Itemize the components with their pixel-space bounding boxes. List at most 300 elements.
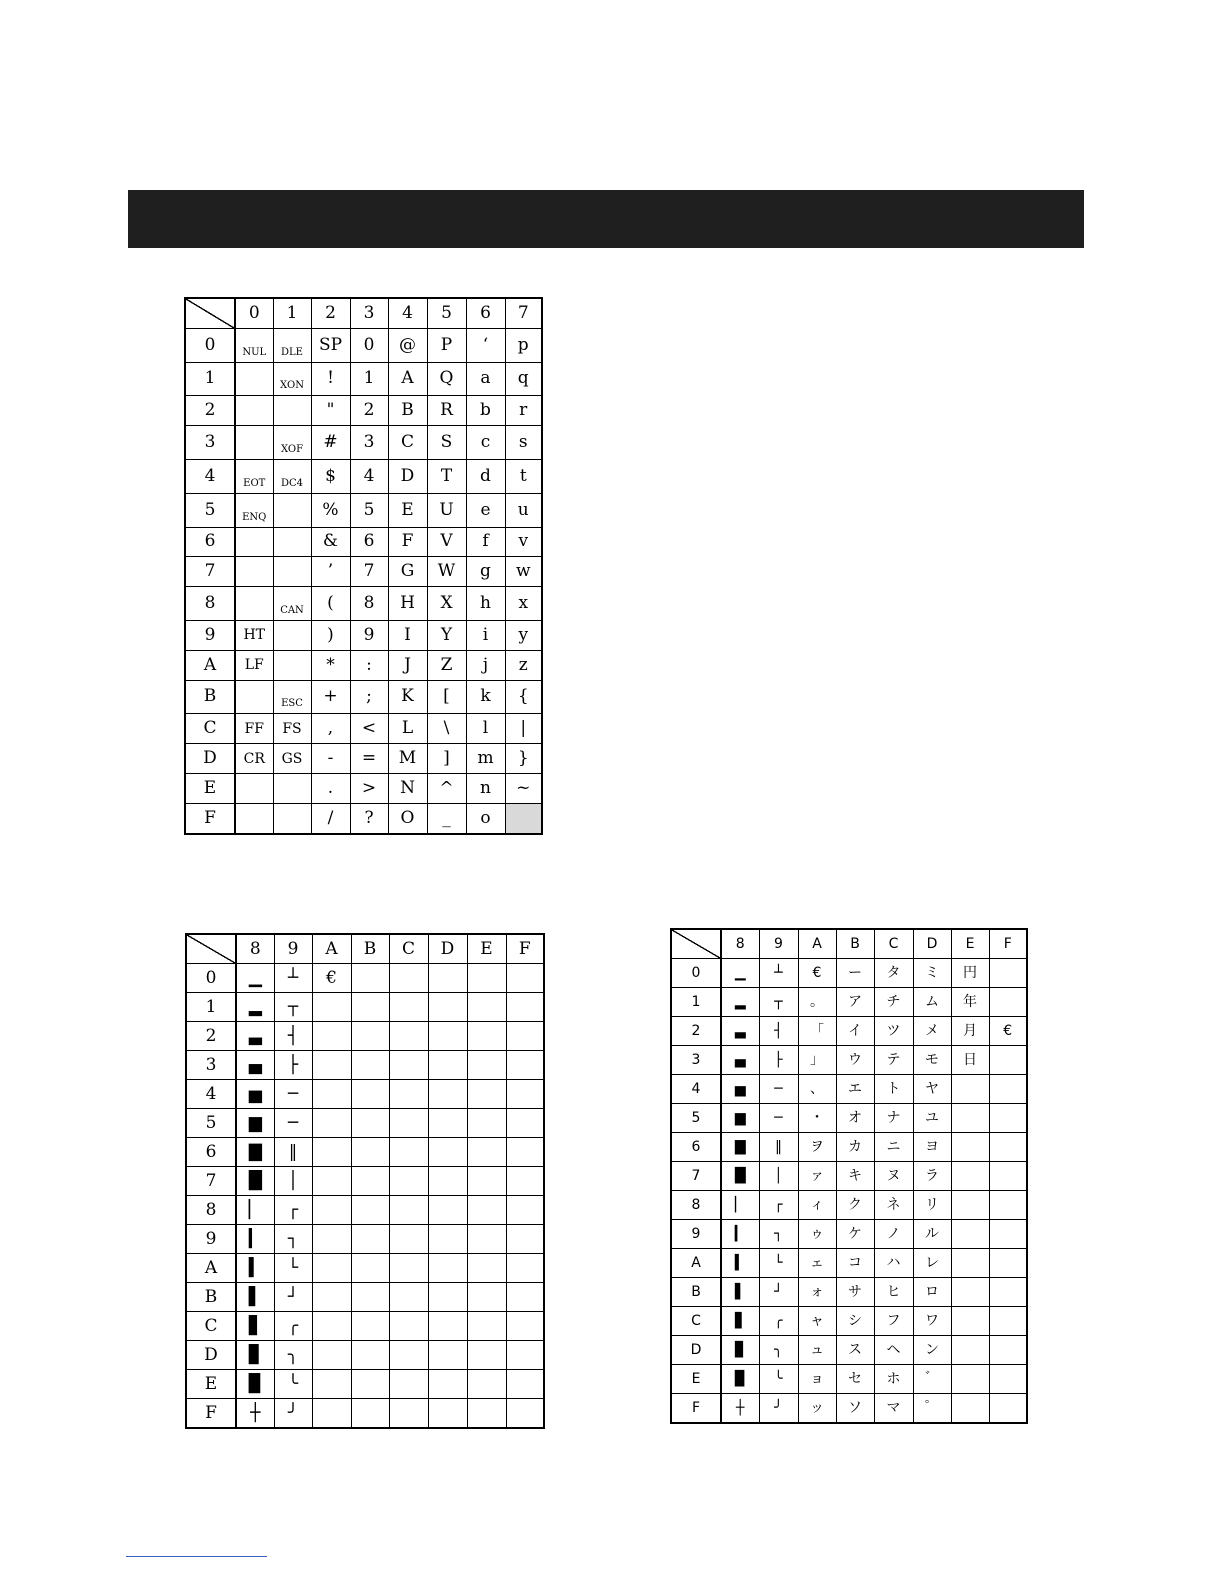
header-row — [671, 929, 1027, 959]
code-cell: HT — [235, 620, 273, 650]
code-cell — [389, 1399, 428, 1429]
code-cell: ス — [836, 1336, 874, 1365]
code-cell — [428, 1283, 467, 1312]
code-cell — [506, 1341, 544, 1370]
code-cell: 。 — [798, 988, 836, 1017]
code-cell: ャ — [798, 1307, 836, 1336]
row-header: 4 — [671, 1075, 721, 1104]
code-cell — [273, 396, 311, 426]
code-cell: U — [427, 493, 466, 527]
code-cell — [235, 362, 273, 396]
code-cell — [951, 1162, 989, 1191]
table-row — [185, 493, 542, 527]
row-header: 1 — [185, 362, 235, 396]
column-header: D — [428, 934, 467, 964]
code-cell: 4 — [350, 459, 388, 493]
row-header: 8 — [186, 1196, 236, 1225]
code-cell: ワ — [913, 1307, 951, 1336]
code-cell — [989, 1307, 1027, 1336]
table-row — [186, 1080, 544, 1109]
column-header: 9 — [274, 934, 312, 964]
code-cell: │ — [274, 1167, 312, 1196]
code-cell: ・ — [798, 1104, 836, 1133]
code-cell: q — [505, 362, 542, 396]
code-cell: + — [311, 680, 350, 714]
code-cell: e — [466, 493, 505, 527]
row-header: 7 — [671, 1162, 721, 1191]
code-cell — [989, 1133, 1027, 1162]
code-cell: ▊ — [721, 1336, 759, 1365]
code-cell — [467, 1080, 506, 1109]
code-cell: | — [505, 714, 542, 744]
table-row — [671, 1017, 1027, 1046]
code-cell — [351, 1254, 389, 1283]
code-cell: ア — [836, 988, 874, 1017]
table-row — [185, 459, 542, 493]
code-cell: ヨ — [913, 1133, 951, 1162]
code-cell — [235, 426, 273, 460]
code-cell — [951, 1133, 989, 1162]
code-cell: X — [427, 587, 466, 621]
code-cell: ┬ — [274, 993, 312, 1022]
code-cell: ─ — [274, 1109, 312, 1138]
row-header: E — [671, 1365, 721, 1394]
code-cell — [351, 1312, 389, 1341]
code-cell — [312, 1196, 351, 1225]
code-cell: ‖ — [759, 1133, 798, 1162]
code-cell: 1 — [350, 362, 388, 396]
code-cell: H — [388, 587, 427, 621]
column-header: C — [874, 929, 913, 959]
code-cell: ? — [350, 803, 388, 833]
code-cell: g — [466, 557, 505, 587]
code-cell: ッ — [798, 1394, 836, 1424]
code-cell — [389, 1283, 428, 1312]
code-cell: % — [311, 493, 350, 527]
row-header: 2 — [185, 396, 235, 426]
code-cell: ヌ — [874, 1162, 913, 1191]
row-header: 4 — [186, 1080, 236, 1109]
code-cell: n — [466, 773, 505, 803]
code-cell — [951, 1249, 989, 1278]
table-row — [186, 1370, 544, 1399]
code-cell: └ — [759, 1249, 798, 1278]
code-cell: ▉ — [721, 1365, 759, 1394]
table-row — [185, 587, 542, 621]
code-cell: ┐ — [274, 1225, 312, 1254]
code-cell — [312, 993, 351, 1022]
table-row — [671, 1278, 1027, 1307]
code-cell: DC4 — [273, 459, 311, 493]
code-cell: 7 — [350, 557, 388, 587]
table-row — [671, 1046, 1027, 1075]
code-cell — [467, 1370, 506, 1399]
code-cell — [506, 964, 544, 993]
row-header: D — [671, 1336, 721, 1365]
code-cell: ▆ — [236, 1109, 274, 1138]
row-header: 3 — [185, 426, 235, 460]
code-cell — [989, 1162, 1027, 1191]
code-cell: s — [505, 426, 542, 460]
code-cell: ホ — [874, 1365, 913, 1394]
code-cell — [351, 1080, 389, 1109]
code-cell — [989, 1220, 1027, 1249]
code-cell: p — [505, 328, 542, 362]
code-cell — [467, 1196, 506, 1225]
table-row — [185, 744, 542, 774]
table-row — [671, 1133, 1027, 1162]
code-cell — [467, 964, 506, 993]
code-cell — [351, 1109, 389, 1138]
code-cell: ╯ — [759, 1394, 798, 1424]
ascii-code-table — [184, 297, 543, 835]
column-header: 5 — [427, 298, 466, 328]
code-cell — [951, 1220, 989, 1249]
code-cell: ソ — [836, 1394, 874, 1424]
code-cell: ▄ — [721, 1046, 759, 1075]
code-cell — [467, 1138, 506, 1167]
code-cell: ▋ — [721, 1307, 759, 1336]
code-cell — [428, 1196, 467, 1225]
code-cell: ─ — [759, 1104, 798, 1133]
code-cell — [506, 1051, 544, 1080]
code-cell: ▁ — [236, 964, 274, 993]
table-row — [185, 328, 542, 362]
code-cell — [312, 1022, 351, 1051]
code-cell — [951, 1394, 989, 1424]
code-cell — [351, 1138, 389, 1167]
row-header: E — [185, 773, 235, 803]
code-cell: イ — [836, 1017, 874, 1046]
table-row — [186, 1399, 544, 1429]
code-cell: ’ — [311, 557, 350, 587]
code-cell: ク — [836, 1191, 874, 1220]
code-cell: レ — [913, 1249, 951, 1278]
code-cell — [506, 1138, 544, 1167]
table-row — [671, 1394, 1027, 1424]
code-cell: ▉ — [236, 1370, 274, 1399]
code-cell — [351, 964, 389, 993]
code-cell: ┘ — [274, 1283, 312, 1312]
code-cell: / — [311, 803, 350, 833]
table-row — [186, 1138, 544, 1167]
code-cell: { — [505, 680, 542, 714]
code-cell: ‖ — [274, 1138, 312, 1167]
code-cell — [428, 1138, 467, 1167]
header-bar — [128, 190, 1084, 248]
code-cell — [351, 1341, 389, 1370]
table-row — [185, 680, 542, 714]
row-header: 9 — [186, 1225, 236, 1254]
code-cell: 年 — [951, 988, 989, 1017]
code-cell: 6 — [350, 527, 388, 557]
column-header: F — [989, 929, 1027, 959]
code-cell — [951, 1191, 989, 1220]
column-header: 3 — [350, 298, 388, 328]
code-cell: - — [311, 744, 350, 774]
column-header: 8 — [721, 929, 759, 959]
code-cell: ツ — [874, 1017, 913, 1046]
code-cell: ル — [913, 1220, 951, 1249]
column-header: C — [389, 934, 428, 964]
code-cell: ▂ — [236, 993, 274, 1022]
code-cell: ヤ — [913, 1075, 951, 1104]
table-row — [671, 959, 1027, 988]
code-cell — [428, 1225, 467, 1254]
code-cell: オ — [836, 1104, 874, 1133]
code-cell — [389, 1225, 428, 1254]
code-cell: ( — [311, 587, 350, 621]
code-cell: サ — [836, 1278, 874, 1307]
code-cell: NUL — [235, 328, 273, 362]
code-cell: ─ — [274, 1080, 312, 1109]
code-cell: ┌ — [759, 1191, 798, 1220]
code-cell: 日 — [951, 1046, 989, 1075]
table-row — [186, 1225, 544, 1254]
table-row — [671, 1191, 1027, 1220]
code-cell: E — [388, 493, 427, 527]
code-cell: テ — [874, 1046, 913, 1075]
code-cell: m — [466, 744, 505, 774]
column-header: D — [913, 929, 951, 959]
table-row — [186, 1109, 544, 1138]
code-cell: ╯ — [274, 1399, 312, 1429]
code-cell: ェ — [798, 1249, 836, 1278]
code-cell: FS — [273, 714, 311, 744]
table-row — [186, 1312, 544, 1341]
code-cell: ロ — [913, 1278, 951, 1307]
table-row — [186, 1283, 544, 1312]
code-cell: # — [311, 426, 350, 460]
code-cell: z — [505, 650, 542, 680]
code-cell: \ — [427, 714, 466, 744]
code-cell — [428, 1109, 467, 1138]
code-cell — [312, 1167, 351, 1196]
code-cell: Q — [427, 362, 466, 396]
column-header: 9 — [759, 929, 798, 959]
code-cell — [506, 1254, 544, 1283]
code-cell: リ — [913, 1191, 951, 1220]
code-cell: a — [466, 362, 505, 396]
code-cell: ▏ — [236, 1196, 274, 1225]
code-cell: ╮ — [274, 1341, 312, 1370]
code-cell: ; — [350, 680, 388, 714]
code-cell: x — [505, 587, 542, 621]
code-cell: ├ — [759, 1046, 798, 1075]
code-cell: コ — [836, 1249, 874, 1278]
code-cell — [951, 1104, 989, 1133]
row-header: 4 — [185, 459, 235, 493]
code-cell — [989, 1278, 1027, 1307]
code-cell: ▌ — [721, 1278, 759, 1307]
code-cell — [235, 396, 273, 426]
code-cell: ー — [836, 959, 874, 988]
code-cell: ノ — [874, 1220, 913, 1249]
code-cell: = — [350, 744, 388, 774]
row-header: 8 — [185, 587, 235, 621]
code-cell: ┘ — [759, 1278, 798, 1307]
code-cell — [235, 587, 273, 621]
code-cell: 2 — [350, 396, 388, 426]
code-cell: ヲ — [798, 1133, 836, 1162]
code-cell: ヘ — [874, 1336, 913, 1365]
code-cell: k — [466, 680, 505, 714]
table-row — [671, 1104, 1027, 1133]
code-cell — [989, 988, 1027, 1017]
table-row — [185, 426, 542, 460]
row-header: 8 — [671, 1191, 721, 1220]
row-header: B — [185, 680, 235, 714]
code-cell — [467, 1225, 506, 1254]
code-cell — [273, 557, 311, 587]
code-cell — [506, 1109, 544, 1138]
code-cell — [235, 680, 273, 714]
code-cell — [235, 527, 273, 557]
column-header: B — [836, 929, 874, 959]
row-header: 9 — [185, 620, 235, 650]
code-cell — [351, 1022, 389, 1051]
code-cell — [235, 803, 273, 833]
code-cell: CR — [235, 744, 273, 774]
code-cell: 円 — [951, 959, 989, 988]
code-cell: ▁ — [721, 959, 759, 988]
code-cell: DLE — [273, 328, 311, 362]
code-cell — [389, 1312, 428, 1341]
table-row — [186, 1022, 544, 1051]
code-cell — [389, 964, 428, 993]
code-cell — [351, 1370, 389, 1399]
row-header: 2 — [671, 1017, 721, 1046]
code-cell — [506, 1399, 544, 1429]
code-cell: J — [388, 650, 427, 680]
code-cell: t — [505, 459, 542, 493]
code-cell: └ — [274, 1254, 312, 1283]
row-header: C — [186, 1312, 236, 1341]
row-header: D — [185, 744, 235, 774]
code-cell: ▅ — [236, 1080, 274, 1109]
header-row — [185, 298, 542, 328]
code-cell — [989, 1046, 1027, 1075]
code-cell: ィ — [798, 1191, 836, 1220]
code-cell — [273, 493, 311, 527]
code-cell: ┴ — [274, 964, 312, 993]
code-cell: c — [466, 426, 505, 460]
code-cell: ▇ — [236, 1138, 274, 1167]
code-cell: 8 — [350, 587, 388, 621]
table-row — [185, 773, 542, 803]
code-cell — [312, 1254, 351, 1283]
code-cell — [989, 959, 1027, 988]
table-row — [186, 1254, 544, 1283]
code-cell — [312, 1138, 351, 1167]
row-header: 5 — [185, 493, 235, 527]
code-cell: 9 — [350, 620, 388, 650]
code-cell: @ — [388, 328, 427, 362]
code-cell — [389, 1109, 428, 1138]
code-cell — [351, 1196, 389, 1225]
code-cell — [389, 1196, 428, 1225]
row-header: 1 — [186, 993, 236, 1022]
code-cell — [428, 1167, 467, 1196]
column-header: E — [467, 934, 506, 964]
row-header: 0 — [671, 959, 721, 988]
code-cell — [506, 1080, 544, 1109]
code-cell: l — [466, 714, 505, 744]
table-row — [671, 1220, 1027, 1249]
code-cell: ~ — [505, 773, 542, 803]
code-cell — [506, 1312, 544, 1341]
code-cell — [351, 1399, 389, 1429]
table-row — [185, 527, 542, 557]
code-cell: 0 — [350, 328, 388, 362]
code-cell: ╰ — [759, 1365, 798, 1394]
code-cell — [467, 1399, 506, 1429]
code-cell: G — [388, 557, 427, 587]
code-cell: チ — [874, 988, 913, 1017]
code-cell — [506, 1022, 544, 1051]
code-cell: & — [311, 527, 350, 557]
column-header: 7 — [505, 298, 542, 328]
code-cell: ハ — [874, 1249, 913, 1278]
code-cell — [428, 1022, 467, 1051]
code-cell: ラ — [913, 1162, 951, 1191]
code-cell: ┬ — [759, 988, 798, 1017]
code-cell: ォ — [798, 1278, 836, 1307]
code-cell — [389, 1370, 428, 1399]
code-cell — [989, 1249, 1027, 1278]
code-cell — [389, 1167, 428, 1196]
code-cell — [467, 1051, 506, 1080]
code-cell: ENQ — [235, 493, 273, 527]
code-cell: ╭ — [274, 1312, 312, 1341]
code-cell — [506, 1370, 544, 1399]
code-cell — [312, 1051, 351, 1080]
code-cell: O — [388, 803, 427, 833]
code-cell: タ — [874, 959, 913, 988]
code-cell — [951, 1307, 989, 1336]
code-cell: マ — [874, 1394, 913, 1424]
row-header: 1 — [671, 988, 721, 1017]
code-cell — [428, 993, 467, 1022]
code-cell: ム — [913, 988, 951, 1017]
code-cell — [428, 1370, 467, 1399]
code-cell: █ — [721, 1162, 759, 1191]
code-cell — [467, 1283, 506, 1312]
table-row — [186, 1196, 544, 1225]
code-cell: " — [311, 396, 350, 426]
code-cell: メ — [913, 1017, 951, 1046]
code-cell — [351, 1283, 389, 1312]
code-cell: モ — [913, 1046, 951, 1075]
column-header: E — [951, 929, 989, 959]
code-cell: █ — [236, 1167, 274, 1196]
column-header: 1 — [273, 298, 311, 328]
code-cell — [506, 1196, 544, 1225]
code-cell: 3 — [350, 426, 388, 460]
code-cell: シ — [836, 1307, 874, 1336]
code-cell — [273, 620, 311, 650]
code-cell — [273, 803, 311, 833]
corner-cell — [671, 929, 721, 959]
code-cell: S — [427, 426, 466, 460]
row-header: B — [671, 1278, 721, 1307]
code-cell: P — [427, 328, 466, 362]
code-cell: L — [388, 714, 427, 744]
code-cell: ╰ — [274, 1370, 312, 1399]
code-cell — [467, 1167, 506, 1196]
table-row — [185, 362, 542, 396]
code-cell — [467, 1312, 506, 1341]
